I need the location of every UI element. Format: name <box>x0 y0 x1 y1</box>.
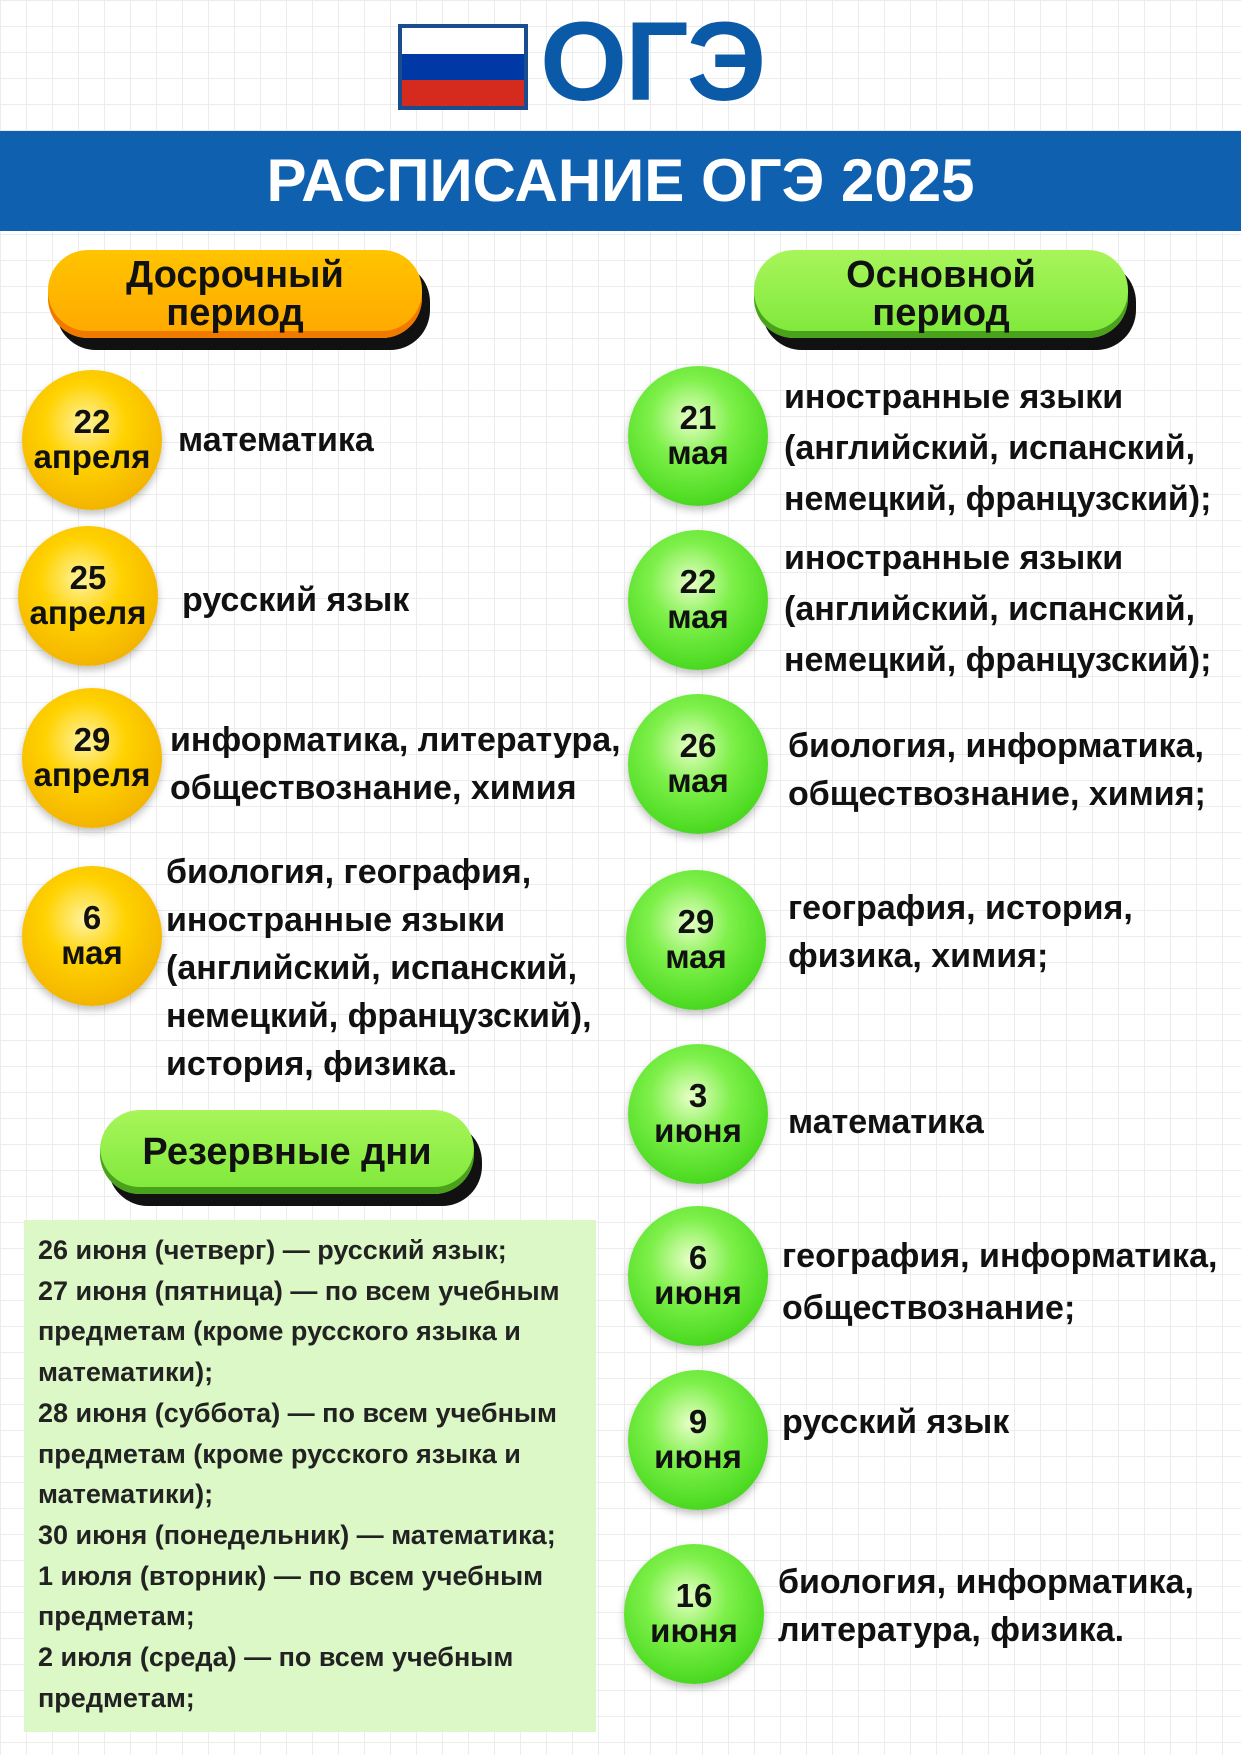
logo-text: ОГЭ <box>540 0 765 124</box>
early-date-1-month: апреля <box>33 438 151 475</box>
main-date-8-day: 16 <box>675 1577 713 1615</box>
reserve-line: 30 июня (понедельник) — математика; <box>38 1519 556 1550</box>
reserve-line: предметам (кроме русского языка и <box>38 1438 521 1469</box>
main-period-header-line2: период <box>872 292 1010 334</box>
main-date-2-day: 22 <box>679 563 717 601</box>
main-subjects-6: география, информатика, обществознание; <box>782 1237 1218 1327</box>
main-date-1-day: 21 <box>679 399 717 437</box>
reserve-line: 26 июня (четверг) — русский язык; <box>38 1235 507 1265</box>
reserve-line: математики); <box>38 1479 214 1510</box>
main-date-4-month: мая <box>665 938 727 975</box>
reserve-line: предметам (кроме русского языка и <box>38 1316 521 1347</box>
reserve-line: математики); <box>38 1357 214 1388</box>
main-date-5 <box>628 1044 768 1184</box>
early-period-header-line2: период <box>166 292 304 334</box>
main-date-6-day: 6 <box>688 1239 708 1277</box>
main-period-header-line1: Основной <box>846 254 1036 296</box>
main-date-6 <box>628 1206 768 1346</box>
main-date-1-month: мая <box>667 434 729 471</box>
main-subjects-1: иностранные языки (английский, испанский, немецкий, французский); <box>784 378 1212 518</box>
early-subjects-1: математика <box>178 421 374 459</box>
early-subjects-4: биология, география, иностранные языки (английский, испанский, немецкий, французский), история, физика. <box>166 853 592 1083</box>
main-date-7-day: 9 <box>688 1403 708 1441</box>
early-date-3-day: 29 <box>73 721 111 759</box>
main-subjects-2: иностранные языки (английский, испанский, немецкий, французский); <box>784 539 1212 679</box>
early-subjects-3: информатика, литература, обществознание, химия <box>170 721 621 807</box>
early-date-3-month: апреля <box>33 756 151 793</box>
main-date-7-month: июня <box>654 1438 742 1475</box>
main-date-8 <box>624 1544 764 1684</box>
main-date-5-day: 3 <box>688 1077 708 1115</box>
main-date-7 <box>628 1370 768 1510</box>
main-date-4-day: 29 <box>677 903 715 941</box>
main-date-2-month: мая <box>667 598 729 635</box>
reserve-line: предметам; <box>38 1682 195 1713</box>
early-date-1-day: 22 <box>73 403 111 441</box>
russian-flag-icon <box>398 24 528 110</box>
early-date-2-day: 25 <box>69 559 107 597</box>
reserve-line: предметам; <box>38 1601 195 1632</box>
early-date-2 <box>18 526 158 666</box>
early-date-1 <box>22 370 162 510</box>
main-date-2 <box>628 530 768 670</box>
reserve-line: 28 июня (суббота) — по всем учебным <box>38 1397 557 1428</box>
early-date-4 <box>22 866 162 1006</box>
main-subjects-3: биология, информатика, обществознание, химия; <box>788 727 1206 813</box>
main-date-3 <box>628 694 768 834</box>
main-subjects-8: биология, информатика, литература, физика. <box>778 1563 1194 1649</box>
early-subjects-2: русский язык <box>182 581 410 619</box>
main-period-header <box>754 250 1128 338</box>
early-date-4-month: мая <box>61 934 123 971</box>
main-subjects-4: география, история, физика, химия; <box>788 889 1133 975</box>
main-date-4 <box>626 870 766 1010</box>
early-date-3 <box>22 688 162 828</box>
reserve-line: 27 июня (пятница) — по всем учебным <box>38 1275 560 1306</box>
early-date-2-month: апреля <box>29 594 147 631</box>
reserve-line: 1 июля (вторник) — по всем учебным <box>38 1560 544 1591</box>
reserve-days-box <box>24 1220 596 1732</box>
reserve-line: 2 июля (среда) — по всем учебным <box>38 1642 514 1673</box>
main-date-8-month: июня <box>650 1612 738 1649</box>
main-date-1 <box>628 366 768 506</box>
reserve-header: Резервные дни <box>100 1110 474 1194</box>
main-subjects-5: математика <box>788 1103 984 1141</box>
main-date-6-month: июня <box>654 1274 742 1311</box>
main-date-3-month: мая <box>667 762 729 799</box>
early-period-header <box>48 250 422 338</box>
page-title: РАСПИСАНИЕ ОГЭ 2025 <box>0 131 1241 231</box>
main-date-5-month: июня <box>654 1112 742 1149</box>
early-period-header-line1: Досрочный <box>126 254 344 296</box>
main-subjects-7: русский язык <box>782 1403 1010 1441</box>
early-date-4-day: 6 <box>82 899 102 937</box>
main-date-3-day: 26 <box>679 727 717 765</box>
